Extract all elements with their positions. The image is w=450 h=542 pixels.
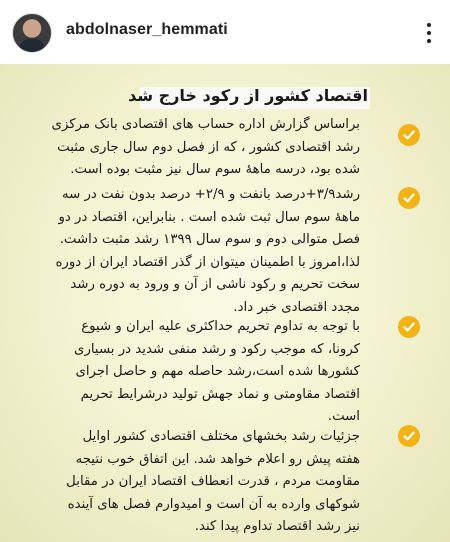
paragraph-line: با توجه به تداوم تحریم حداکثری علیه ایران و شیوع [81, 319, 360, 334]
dot [427, 39, 431, 43]
paragraph-line: ماهۀ سوم سال ثبت شده است . بنابراین، اقتصاد در دو [58, 209, 360, 225]
paragraph-line: مجدد اقتصادی خبر داد. [233, 299, 360, 315]
post-header [0, 0, 450, 64]
paragraph-line: لذا،امروز با اطمینان میتوان از گذر اقتصاد ایران از دوره [55, 254, 360, 270]
checkmark-icon [398, 187, 420, 209]
paragraph-line: کشورها شده است،رشد حاصله مهم و حاصل اجرای [75, 364, 360, 379]
paragraph-line: نیز رشد اقتصاد تداوم پیدا کند. [194, 519, 360, 534]
paragraph-line: مقاومت مردم ، قدرت انعطاف اقتصاد ایران در مقابل [66, 474, 360, 489]
paragraph-line: شده بود، درسه ماهۀ سوم سال نیز مثبت بوده است. [70, 162, 360, 177]
paragraph-4 [30, 426, 360, 539]
paragraph-line: اقتصاد مقاومتی و نماد جهش تولید درشرایط تحریم [80, 386, 360, 402]
profile-avatar[interactable] [12, 13, 52, 53]
paragraph-line: کرونا، که موجب رکود و رشد منفی شدید در بسیاری [74, 341, 360, 357]
paragraph-line: سخت تحریم و رکود ناشی از آن و ورود به دوره رشد [70, 277, 360, 292]
dot [427, 23, 431, 27]
checkmark-icon [398, 425, 420, 447]
paragraph-2 [30, 184, 360, 319]
paragraph-line: شوکهای وارده به آن است و امیدوارم فصل های آینده [67, 496, 360, 512]
more-options-icon[interactable] [422, 13, 436, 53]
username-link[interactable]: abdolnaser_hemmati [66, 21, 228, 38]
post-title: اقتصاد کشور از رکود خارج شد [128, 86, 368, 105]
dot [427, 31, 431, 35]
paragraph-line: هفته پیش رو اعلام خواهد شد. این اتفاق خوب نتیجه [75, 451, 360, 467]
paragraph-line: فصل متوالی دوم و سوم سال ۱۳۹۹ رشد مثبت داشت. [59, 232, 360, 247]
checkmark-icon [398, 124, 420, 146]
paragraph-line: رشد۳/۹+درصد بانفت و ۲/۹+ درصد بدون نفت در سه [61, 187, 360, 202]
paragraph-line: جزئیات رشد بخشهای مختلف اقتصادی کشور اوایل [82, 429, 360, 444]
post-image [0, 64, 450, 542]
paragraph-line: است. [327, 409, 360, 424]
paragraph-3 [30, 316, 360, 429]
paragraph-line: رشد اقتصادی کشور ، که از فصل دوم سال جاری مثبت [57, 139, 360, 155]
paragraph-1 [30, 114, 360, 182]
paragraph-line: براساس گزارش اداره حساب های اقتصادی بانک مرکزی [51, 117, 360, 132]
checkmark-icon [398, 316, 420, 338]
